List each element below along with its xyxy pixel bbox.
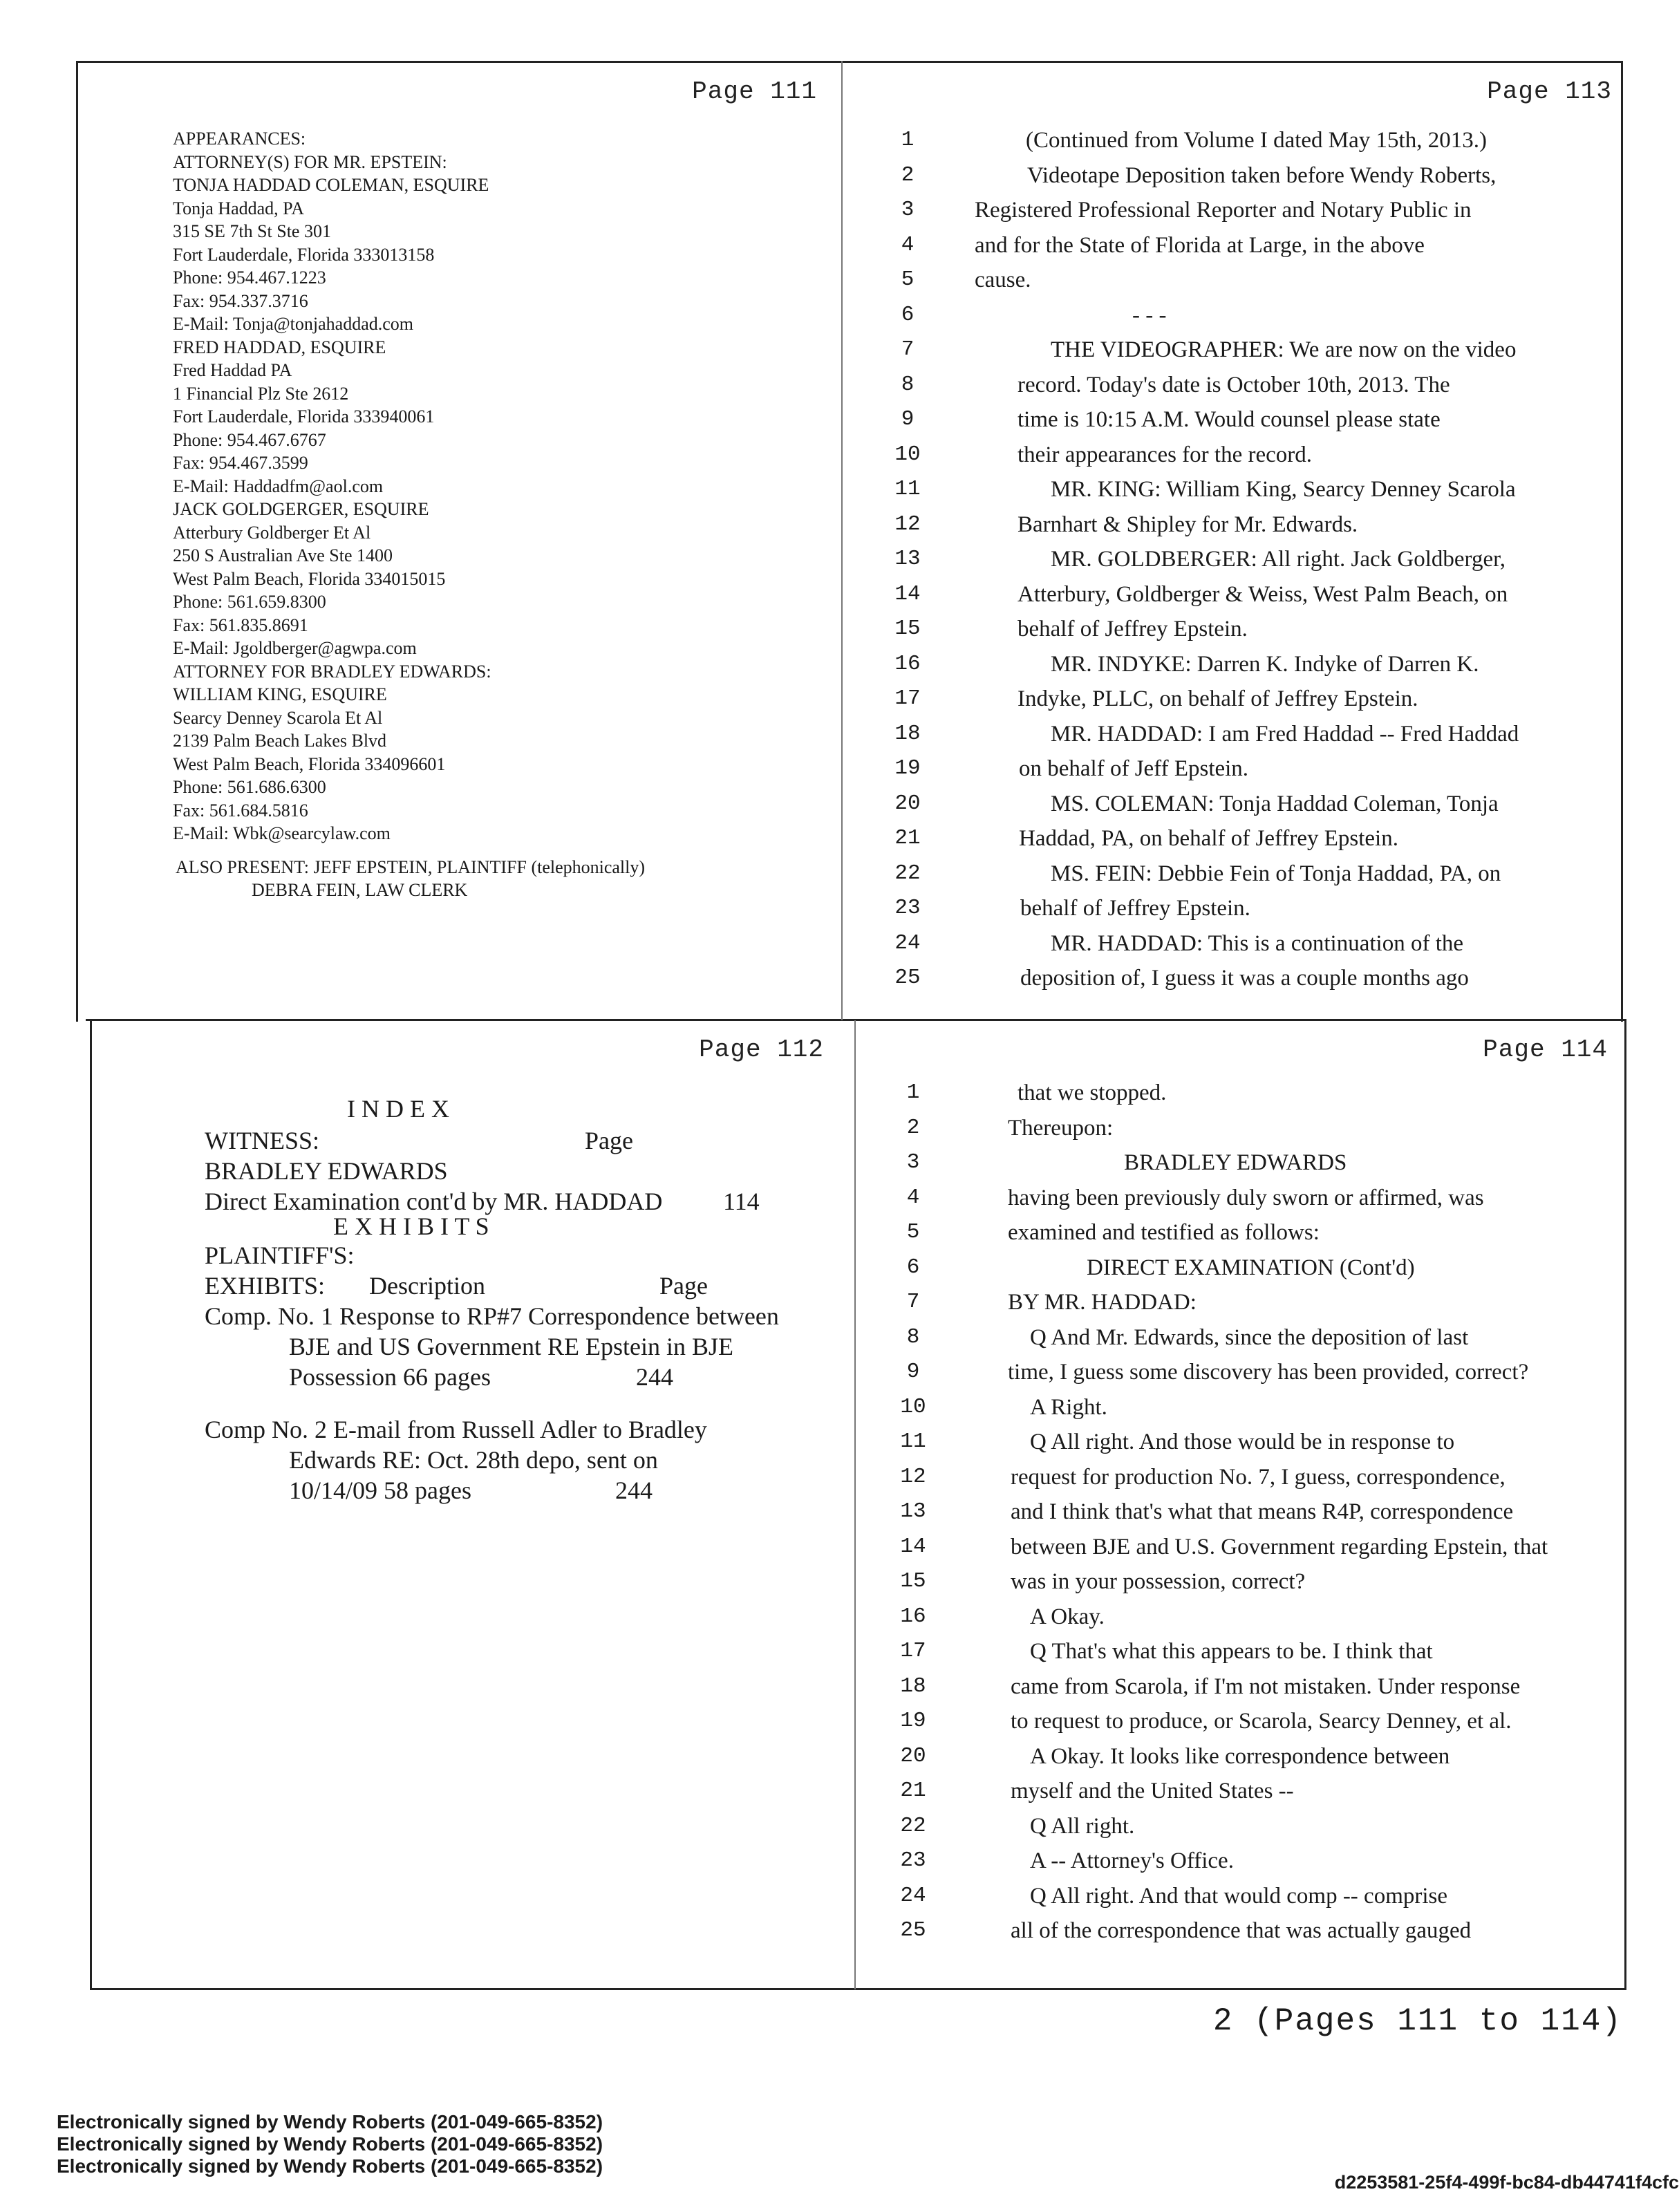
transcript-line: BRADLEY EDWARDS [1124,1150,1347,1175]
line-number: 17 [894,686,921,711]
transcript-line: and I think that's what that means R4P, correspondence [1011,1499,1514,1524]
transcript-line: A Okay. It looks like correspondence between [1030,1743,1450,1769]
line-number: 13 [900,1499,926,1524]
exhibit-1-page: 244 [636,1363,673,1391]
also-present-line: ALSO PRESENT: JEFF EPSTEIN, PLAINTIFF (telephonically) [176,857,646,877]
line-number: 11 [894,477,921,501]
transcript-line: A Right. [1030,1394,1107,1420]
line-number: 3 [906,1150,920,1174]
appearances-list [173,127,795,845]
appearance-line: Fort Lauderdale, Florida 333940061 [173,406,435,427]
transcript-line: request for production No. 7, I guess, correspondence, [1011,1464,1506,1490]
appearance-line: Phone: 561.686.6300 [173,777,326,797]
transcript-line: MR. HADDAD: This is a continuation of the [1051,930,1464,956]
line-number: 25 [900,1918,926,1942]
signature-line-2: Electronically signed by Wendy Roberts (201-049-665-8352) [57,2133,603,2155]
line-number: 15 [900,1569,926,1593]
appearance-line: Phone: 954.467.1223 [173,268,326,288]
line-number: 9 [906,1360,920,1384]
transcript-line: was in your possession, correct? [1011,1569,1306,1594]
appearance-line: Fred Haddad PA [173,360,292,380]
line-number: 17 [900,1639,926,1663]
transcript-line: BY MR. HADDAD: [1008,1290,1197,1315]
appearance-line: ATTORNEY(S) FOR MR. EPSTEIN: [173,151,447,172]
transcript-line: MS. COLEMAN: Tonja Haddad Coleman, Tonja [1051,791,1499,816]
line-number: 1 [906,1080,920,1105]
line-number: 7 [901,337,914,362]
exhibit-1-line-2: BJE and US Government RE Epstein in BJE [289,1333,733,1360]
transcript-line: that we stopped. [1017,1080,1167,1105]
line-number: 14 [900,1534,926,1559]
appearance-line: Atterbury Goldberger Et Al [173,522,371,543]
appearance-line: Phone: 954.467.6767 [173,429,326,450]
line-number: 22 [894,861,921,885]
page-114-panel [854,1020,1626,1989]
appearance-line: Tonja Haddad, PA [173,198,305,218]
line-number: 1 [901,128,914,152]
witness-page-label: Page [585,1127,633,1154]
exhibit-1-line-1: Comp. No. 1 Response to RP#7 Correspondence between [205,1302,779,1330]
transcript-line: MR. INDYKE: Darren K. Indyke of Darren K. [1051,651,1479,677]
transcript-line: A -- Attorney's Office. [1030,1848,1234,1873]
line-number: 19 [894,756,921,780]
line-number: 21 [900,1779,926,1803]
transcript-line: myself and the United States -- [1011,1779,1294,1803]
transcript-line: examined and testified as follows: [1008,1220,1320,1245]
line-number: 14 [894,581,921,606]
line-number: 23 [900,1848,926,1873]
line-number: 3 [901,198,914,222]
transcript-line: Registered Professional Reporter and Notary Public in [975,198,1472,223]
appearance-line: FRED HADDAD, ESQUIRE [173,337,386,357]
line-number: 8 [901,372,914,397]
exhibits-page-label: Page [659,1272,708,1300]
line-number: 21 [894,826,921,850]
transcript-line: to request to produce, or Scarola, Searcy Denney, et al. [1011,1709,1512,1734]
page-114-header: Page 114 [1483,1035,1608,1064]
transcript-line: between BJE and U.S. Government regarding Epstein, that [1011,1534,1548,1559]
transcript-line: came from Scarola, if I'm not mistaken. Under response [1011,1674,1521,1699]
line-number: 24 [894,930,921,955]
plaintiffs-label: PLAINTIFF'S: [205,1241,355,1269]
transcript-line: on behalf of Jeff Epstein. [1019,756,1249,781]
appearance-line: Fax: 561.835.8691 [173,615,308,635]
transcript-line: time is 10:15 A.M. Would counsel please state [1017,407,1441,432]
transcript-line: Thereupon: [1008,1115,1114,1141]
appearance-line: APPEARANCES: [173,129,306,149]
line-number: 5 [901,268,914,292]
transcript-line: Q All right. And those would be in response to [1030,1430,1455,1454]
transcript-line: deposition of, I guess it was a couple months ago [1020,966,1469,991]
appearance-line: E-Mail: Jgoldberger@agwpa.com [173,638,417,658]
line-number: 4 [906,1185,920,1210]
transcript-line: time, I guess some discovery has been provided, correct? [1008,1360,1529,1385]
appearance-line: ATTORNEY FOR BRADLEY EDWARDS: [173,661,491,682]
transcript-line: Haddad, PA, on behalf of Jeffrey Epstein. [1019,826,1398,851]
page-111-panel [77,62,842,1020]
line-number: 20 [894,791,921,816]
transcript-line: and for the State of Florida at Large, in the above [975,232,1425,258]
page-113-header: Page 113 [1487,77,1612,106]
transcript-line: THE VIDEOGRAPHER: We are now on the video [1051,337,1517,362]
exhibits-title: E X H I B I T S [333,1212,489,1240]
transcript-line: - - - [1132,302,1167,328]
transcript-line: Q All right. And that would comp -- comprise [1030,1883,1448,1909]
index-title: I N D E X [347,1095,449,1123]
line-number: 10 [894,442,921,467]
appearance-line: E-Mail: Tonja@tonjahaddad.com [173,314,414,334]
line-number: 7 [906,1290,920,1314]
line-number: 8 [906,1324,920,1349]
appearance-line: 315 SE 7th St Ste 301 [173,221,331,241]
transcript-line: having been previously duly sworn or affirmed, was [1008,1185,1484,1210]
appearance-line: Searcy Denney Scarola Et Al [173,707,383,728]
pages-range-label: 2 (Pages 111 to 114) [1212,2003,1622,2039]
page-113-panel [842,62,1624,1020]
transcript-line: record. Today's date is October 10th, 2013. The [1017,372,1450,397]
appearance-line: E-Mail: Wbk@searcylaw.com [173,823,391,843]
direct-exam-entry: Direct Examination cont'd by MR. HADDAD [205,1188,663,1215]
line-number: 11 [900,1430,926,1454]
transcript-line: MR. GOLDBERGER: All right. Jack Goldberger, [1051,547,1506,572]
line-number: 18 [894,721,921,746]
line-number: 16 [894,651,921,676]
transcript-line: DIRECT EXAMINATION (Cont'd) [1087,1255,1415,1280]
line-number: 15 [894,617,921,641]
line-number: 16 [900,1604,926,1629]
appearance-line: 250 S Australian Ave Ste 1400 [173,545,393,565]
appearance-line: Fax: 954.467.3599 [173,453,308,473]
appearance-line: E-Mail: Haddadfm@aol.com [173,476,384,496]
appearance-line: West Palm Beach, Florida 334015015 [173,568,446,589]
line-number: 23 [894,896,921,920]
line-number: 20 [900,1743,926,1768]
line-number: 22 [900,1813,926,1838]
transcript-line: Atterbury, Goldberger & Weiss, West Palm Beach, on [1017,581,1508,607]
line-number: 6 [906,1255,920,1280]
appearance-line: Fax: 954.337.3716 [173,290,308,311]
transcript-line: Barnhart & Shipley for Mr. Edwards. [1017,512,1358,537]
transcript-line: MR. KING: William King, Searcy Denney Scarola [1051,477,1516,502]
description-label: Description [369,1272,485,1300]
transcript-line: cause. [975,268,1031,292]
also-present-block [176,856,839,901]
witness-label: WITNESS: [205,1127,319,1154]
transcript-line: behalf of Jeffrey Epstein. [1020,896,1250,921]
transcript-line: Videotape Deposition taken before Wendy Roberts, [1027,162,1497,188]
appearance-line: West Palm Beach, Florida 334096601 [173,753,446,774]
line-number: 18 [900,1674,926,1698]
transcript-line: MS. FEIN: Debbie Fein of Tonja Haddad, PA, on [1051,861,1501,886]
transcript-line: Q All right. [1030,1813,1135,1839]
line-number: 25 [894,966,921,990]
exhibit-2-line-2: Edwards RE: Oct. 28th depo, sent on [289,1446,658,1474]
page-112-header: Page 112 [699,1035,824,1064]
signature-line-1: Electronically signed by Wendy Roberts (201-049-665-8352) [57,2111,603,2133]
line-number: 10 [900,1394,926,1419]
line-number: 12 [894,512,921,536]
appearance-line: 2139 Palm Beach Lakes Blvd [173,731,387,751]
exhibit-2-line-3: 10/14/09 58 pages [289,1477,471,1504]
appearance-line: Phone: 561.659.8300 [173,592,326,612]
page-113-transcript [842,123,1623,996]
exhibit-1-line-3: Possession 66 pages [289,1363,491,1391]
line-number: 2 [906,1115,920,1140]
exhibit-2-page: 244 [615,1477,653,1504]
transcript-line: Q That's what this appears to be. I think that [1030,1639,1433,1664]
appearance-line: JACK GOLDGERGER, ESQUIRE [173,499,429,519]
direct-exam-page: 114 [723,1188,760,1215]
page-114-transcript [854,1076,1626,1949]
transcript-line: Indyke, PLLC, on behalf of Jeffrey Epstein. [1017,686,1418,711]
page-111-header: Page 111 [692,77,817,106]
transcript-line: A Okay. [1030,1604,1105,1629]
line-number: 24 [900,1883,926,1908]
exhibit-2-line-1: Comp No. 2 E-mail from Russell Adler to Bradley [205,1416,707,1443]
transcript-line: MR. HADDAD: I am Fred Haddad -- Fred Haddad [1051,721,1519,747]
page-112-panel [90,1020,854,1989]
document-id: d2253581-25f4-499f-bc84-db44741f4cfc [1334,2172,1679,2193]
appearance-line: WILLIAM KING, ESQUIRE [173,684,387,704]
line-number: 5 [906,1220,920,1244]
line-number: 6 [901,302,914,327]
appearance-line: 1 Financial Plz Ste 2612 [173,383,349,404]
line-number: 19 [900,1709,926,1733]
transcript-line: (Continued from Volume I dated May 15th, 2013.) [1026,128,1487,153]
line-number: 4 [901,232,914,257]
transcript-line: Q And Mr. Edwards, since the deposition of last [1030,1324,1469,1350]
exhibits-label: EXHIBITS: [205,1272,325,1300]
appearance-line: Fort Lauderdale, Florida 333013158 [173,244,435,265]
also-present-line-2: DEBRA FEIN, LAW CLERK [252,880,468,900]
line-number: 9 [901,407,914,431]
transcript-line: all of the correspondence that was actually gauged [1011,1918,1472,1943]
signature-line-3: Electronically signed by Wendy Roberts (201-049-665-8352) [57,2155,603,2177]
transcript-line: their appearances for the record. [1017,442,1313,467]
line-number: 12 [900,1464,926,1489]
witness-name: BRADLEY EDWARDS [205,1157,448,1185]
transcript-line: behalf of Jeffrey Epstein. [1017,617,1248,641]
line-number: 2 [901,162,914,187]
line-number: 13 [894,547,921,571]
appearance-line: TONJA HADDAD COLEMAN, ESQUIRE [173,175,489,195]
appearance-line: Fax: 561.684.5816 [173,800,308,821]
